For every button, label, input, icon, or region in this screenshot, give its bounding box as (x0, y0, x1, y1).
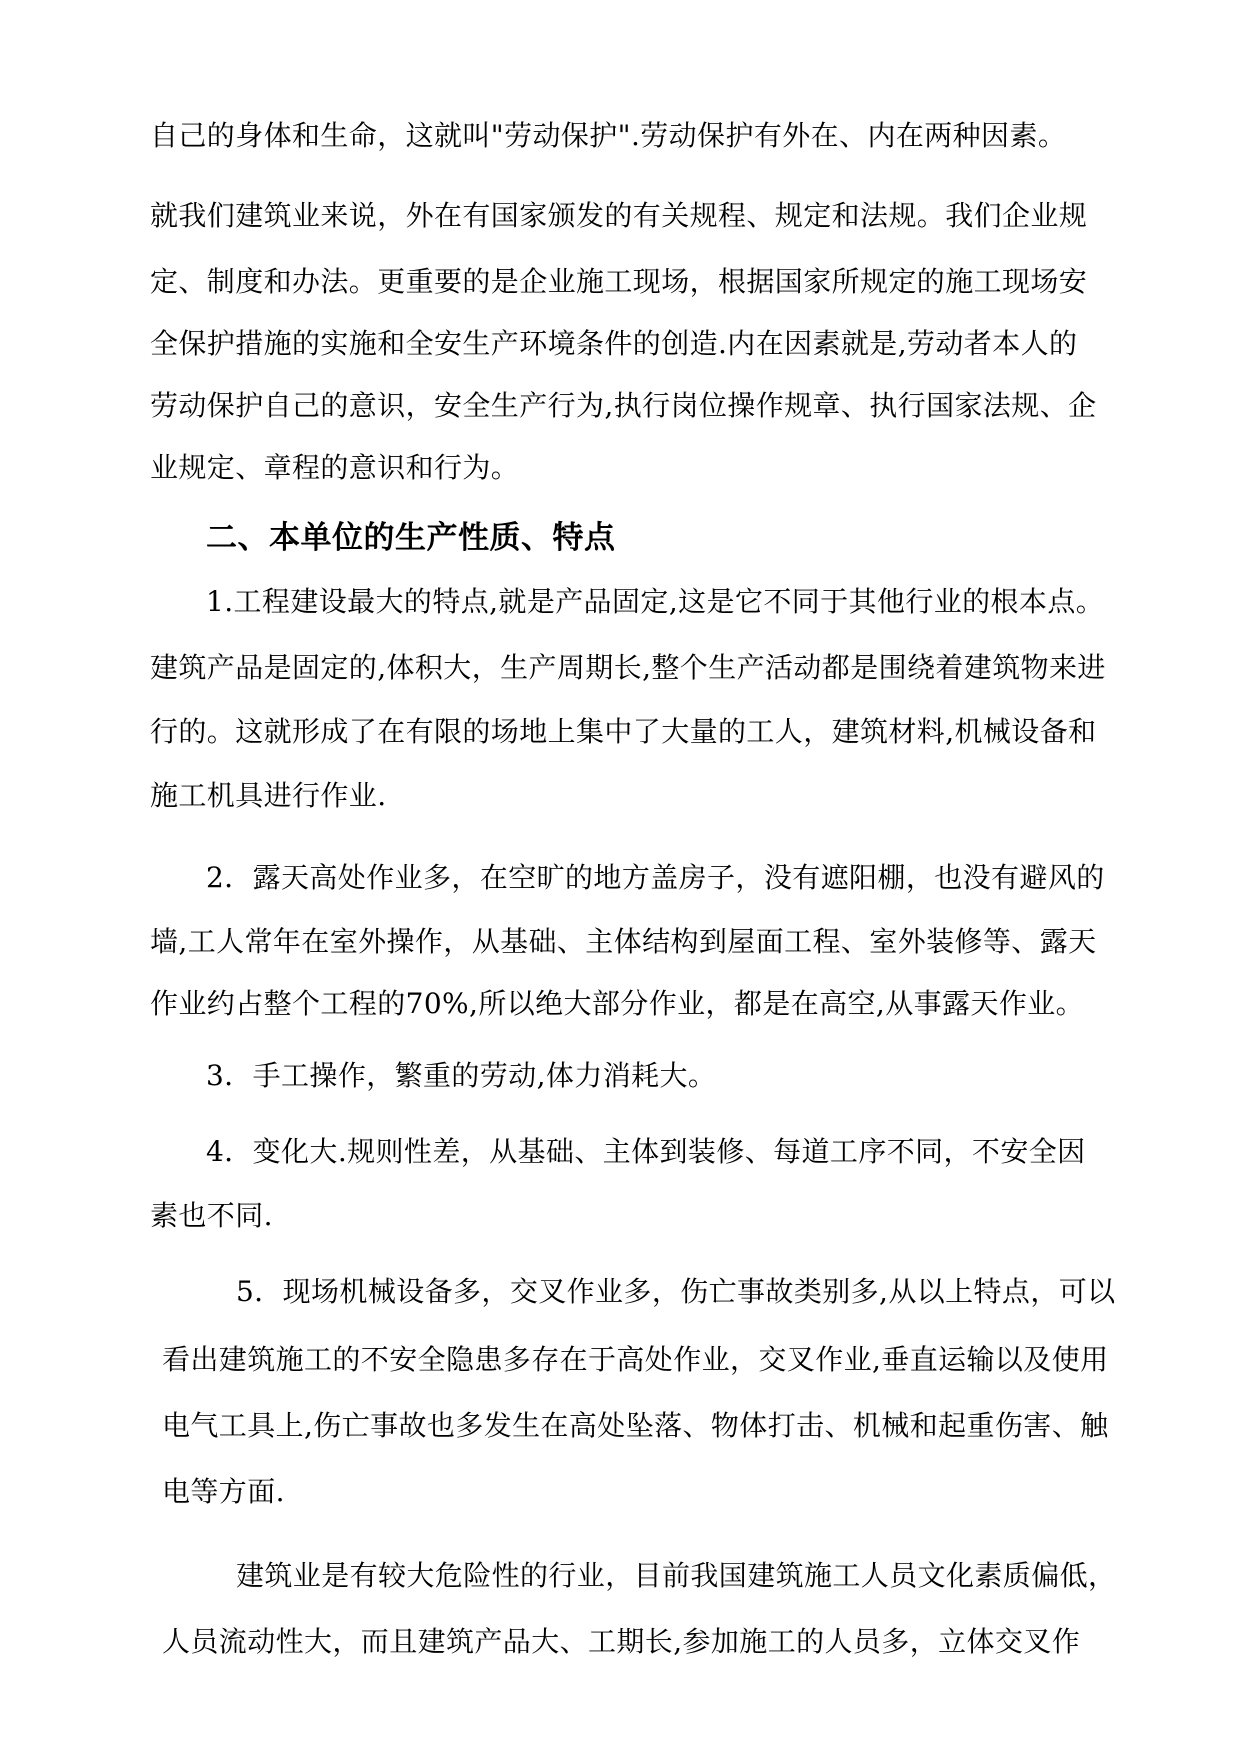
item-2-line-2: 墙,工人常年在室外操作，从基础、主体结构到屋面工程、室外装修等、露天 (150, 925, 1097, 958)
item-4-line-2: 素也不同. (150, 1199, 273, 1232)
item-1-line-3: 行的。这就形成了在有限的场地上集中了大量的工人，建筑材料,机械设备和 (150, 715, 1097, 748)
item-5-line-2: 看出建筑施工的不安全隐患多存在于高处作业，交叉作业,垂直运输以及使用 (162, 1343, 1109, 1376)
intro-line-2: 就我们建筑业来说，外在有国家颁发的有关规程、规定和法规。我们企业规 (150, 199, 1088, 232)
intro-line-4: 全保护措施的实施和全安生产环境条件的创造.内在因素就是,劳动者本人的 (150, 327, 1078, 360)
item-1-line-1: 1.工程建设最大的特点,就是产品固定,这是它不同于其他行业的根本点。 (206, 585, 1105, 618)
intro-line-1: 自己的身体和生命，这就叫"劳动保护".劳动保护有外在、内在两种因素。 (150, 119, 1067, 152)
item-2-line-1: 2．露天高处作业多，在空旷的地方盖房子，没有遮阳棚，也没有避风的 (206, 861, 1105, 894)
item-1-line-2: 建筑产品是固定的,体积大，生产周期长,整个生产活动都是围绕着建筑物来进 (150, 651, 1106, 684)
item-5-line-3: 电气工具上,伤亡事故也多发生在高处坠落、物体打击、机械和起重伤害、触 (162, 1409, 1109, 1442)
intro-line-3: 定、制度和办法。更重要的是企业施工现场，根据国家所规定的施工现场安 (150, 265, 1088, 298)
closing-line-1: 建筑业是有较大危险性的行业，目前我国建筑施工人员文化素质偏低， (236, 1559, 1117, 1592)
intro-line-5: 劳动保护自己的意识，安全生产行为,执行岗位操作规章、执行国家法规、企 (150, 389, 1097, 422)
item-5-line-1: 5．现场机械设备多，交叉作业多，伤亡事故类别多,从以上特点，可以 (236, 1275, 1116, 1308)
item-5-line-4: 电等方面. (162, 1475, 285, 1508)
item-4-line-1: 4．变化大.规则性差，从基础、主体到装修、每道工序不同，不安全因 (206, 1135, 1086, 1168)
item-1-line-4: 施工机具进行作业. (150, 779, 387, 812)
closing-line-2: 人员流动性大，而且建筑产品大、工期长,参加施工的人员多，立体交叉作 (162, 1625, 1081, 1658)
item-3-line-1: 3．手工操作，繁重的劳动,体力消耗大。 (206, 1059, 717, 1092)
item-2-line-3: 作业约占整个工程的70%,所以绝大部分作业，都是在高空,从事露天作业。 (150, 987, 1085, 1020)
section-heading: 二、本单位的生产性质、特点 (206, 520, 616, 556)
intro-line-6: 业规定、章程的意识和行为。 (150, 451, 520, 484)
